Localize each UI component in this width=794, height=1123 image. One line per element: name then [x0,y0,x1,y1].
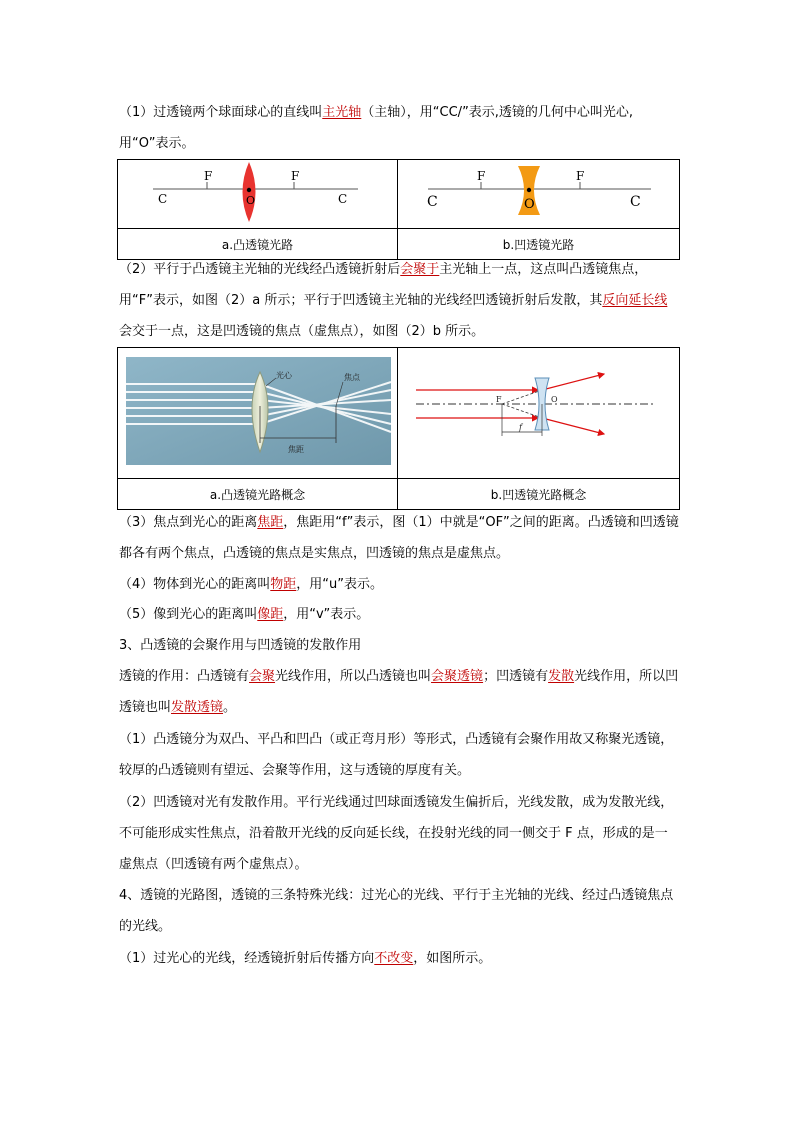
caption-concave-concept: b.凹透镜光路概念 [398,479,680,510]
center-label-right: C [630,194,641,210]
term-converge-action: 会聚 [249,669,276,684]
paragraph-image-distance: （5）像到光心的距离叫像距，用“v”表示。 [119,607,370,622]
caption-concave-lens: b.凹透镜光路 [398,229,680,260]
focus-label-right: F [291,169,300,183]
convex-lens-diagram [118,160,397,224]
paragraph-principal-axis: （1）过透镜两个球面球心的直线叫主光轴（主轴），用“CC/”表示,透镜的几何中心叫光心,用“O”表示。 [119,105,634,151]
term-principal-axis: 主光轴 [322,105,362,120]
convex-concept-cell [118,348,398,479]
center-label-right: C [338,192,348,206]
paragraph-focal-point: （2）平行于凸透镜主光轴的光线经凸透镜折射后会聚于主光轴上一点，这点叫凸透镜焦点，用“F”表示，如图（2）a 所示；平行于凹透镜主光轴的光线经凹透镜折射后发散，其反向延长线会交于一点，这是凹透镜的焦点（虚焦点），如图（2）b 所示。 [119,262,668,339]
figure-lens-table-1 [117,159,680,260]
focus-label-left: F [477,169,486,183]
optical-center-label: O [551,395,558,404]
label-focus: 焦点 [344,373,360,382]
center-label-left: C [158,192,168,206]
concave-concept-cell [398,348,680,479]
term-image-distance: 像距 [257,607,284,622]
section-heading-4: 4、透镜的光路图，透镜的三条特殊光线：过光心的光线、平行于主光轴的光线、经过凸透镜焦点的光线。 [119,888,674,934]
label-focal-length: 焦距 [288,445,304,454]
center-label-left: C [427,194,438,210]
term-focal-length: 焦距 [257,515,284,530]
focus-label-left: F [204,169,213,183]
concave-concept-diagram [398,348,679,474]
term-converge: 会聚于 [400,262,440,277]
concave-lens-diagram [398,160,679,224]
concave-lens-cell [398,160,680,229]
focal-length-label: f [519,423,522,432]
figure-lens-table-2 [117,347,680,510]
paragraph-concave-divergence: （2）凹透镜对光有发散作用。平行光线通过凹球面透镜发生偏折后，光线发散，成为发散光线，不可能形成实性焦点，沿着散开光线的反向延长线，在投射光线的同一侧交于 F 点，形成的是一虚焦点（凹透镜有两个虚焦点）。 [119,795,674,872]
optical-center-label: O [246,194,256,207]
convex-concept-photo [118,348,397,474]
caption-convex-lens: a.凸透镜光路 [118,229,398,260]
term-diverge-action: 发散 [548,669,575,684]
paragraph-lens-function: 透镜的作用：凸透镜有会聚光线作用，所以凸透镜也叫会聚透镜；凹透镜有发散光线作用，所以凹透镜也叫发散透镜。 [119,669,679,715]
convex-lens-cell [118,160,398,229]
term-reverse-extension: 反向延长线 [602,293,668,308]
paragraph-object-distance: （4）物体到光心的距离叫物距，用“u”表示。 [119,577,384,592]
term-converging-lens: 会聚透镜 [431,669,484,684]
paragraph-convex-types: （1）凸透镜分为双凸、平凸和凹凸（或正弯月形）等形式，凸透镜有会聚作用故又称聚光透镜，较厚的凸透镜则有望远、会聚等作用，这与透镜的厚度有关。 [119,732,674,778]
term-unchanged: 不改变 [374,951,414,966]
paragraph-focal-length: （3）焦点到光心的距离焦距，焦距用“f”表示，图（1）中就是“OF”之间的距离。凸透镜和凹透镜都各有两个焦点，凸透镜的焦点是实焦点，凹透镜的焦点是虚焦点。 [119,515,679,561]
caption-convex-concept: a.凸透镜光路概念 [118,479,398,510]
focus-label-right: F [576,169,585,183]
term-diverging-lens: 发散透镜 [171,700,224,715]
focus-label: F [496,395,502,404]
term-object-distance: 物距 [270,577,297,592]
section-heading-3: 3、凸透镜的会聚作用与凹透镜的发散作用 [119,638,362,653]
optical-center-label: O [524,197,535,212]
label-optical-center: 光心 [276,371,292,380]
paragraph-optical-center-ray: （1）过光心的光线，经透镜折射后传播方向不改变，如图所示。 [119,951,492,966]
